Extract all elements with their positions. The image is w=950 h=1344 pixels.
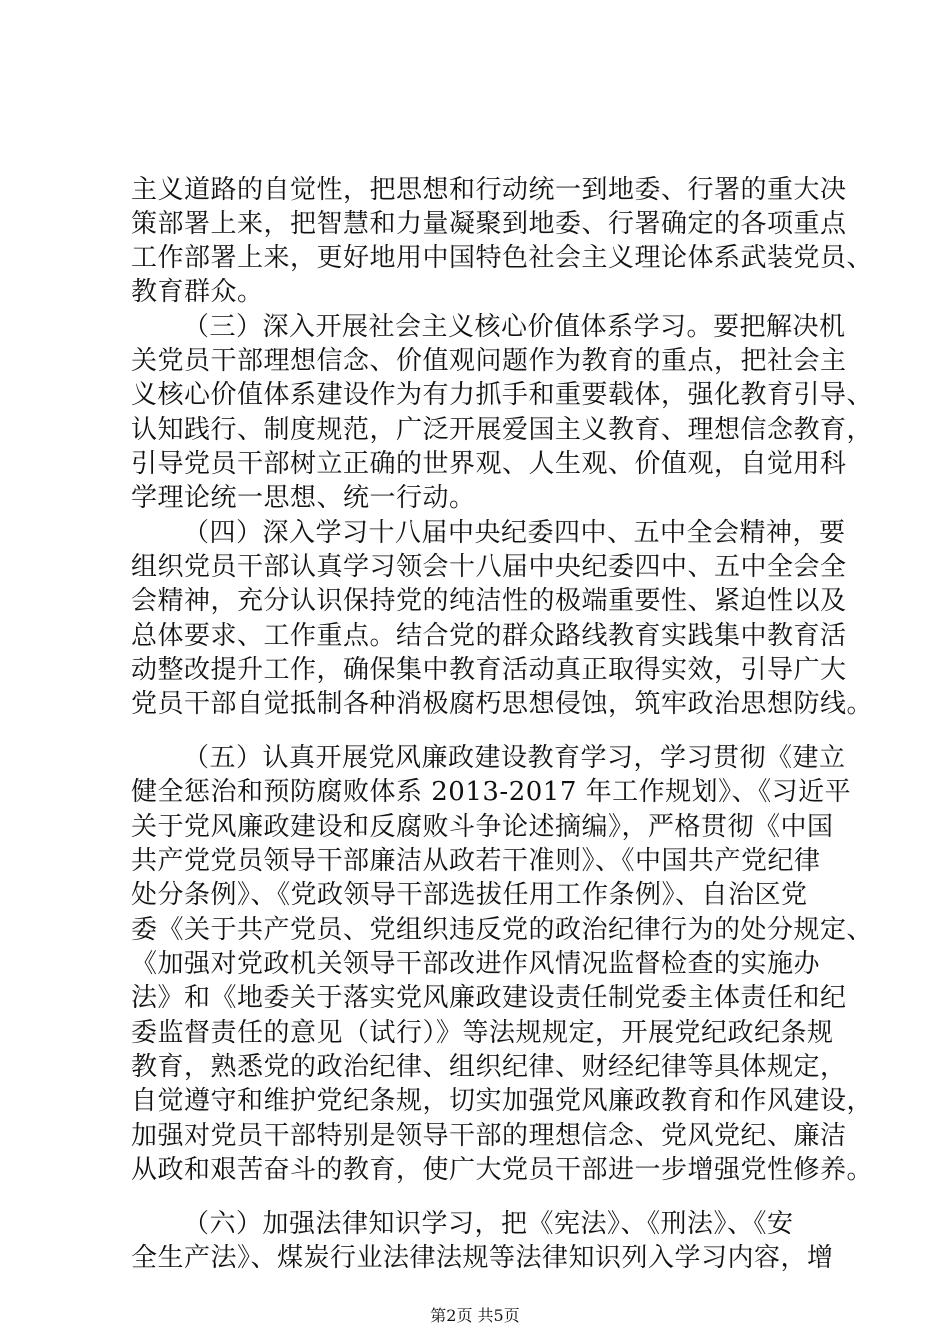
text-line: 党员干部自觉抵制各种消极腐朽思想侵蚀，筑牢政治思想防线。 bbox=[131, 689, 874, 719]
text-line: 主义道路的自觉性，把思想和行动统一到地委、行署的重大决 bbox=[131, 175, 847, 205]
text-line: 从政和艰苦奋斗的教育，使广大党员干部进一步增强党性修养。 bbox=[131, 1155, 874, 1185]
text-line: 加强对党员干部特别是领导干部的理想信念、党风党纪、廉洁 bbox=[131, 1121, 847, 1151]
text-line: 引导党员干部树立正确的世界观、人生观、价值观，自觉用科 bbox=[131, 449, 847, 479]
text-line: 认知践行、制度规范，广泛开展爱国主义教育、理想信念教育， bbox=[131, 415, 874, 445]
paragraph-5-heading-line: （五）认真开展党风廉政建设教育学习，学习贯彻《建立 bbox=[183, 743, 846, 773]
page-footer: 第2页 共5页 bbox=[430, 1306, 520, 1325]
text-line: 教育，熟悉党的政治纪律、组织纪律、财经纪律等具体规定， bbox=[131, 1052, 847, 1082]
text-line: 共产党党员领导干部廉洁从政若干准则》、《中国共产党纪律 bbox=[131, 846, 821, 876]
text-line: 处分条例》、《党政领导干部选拔任用工作条例》、自治区党 bbox=[131, 880, 808, 910]
text-line: 义核心价值体系建设作为有力抓手和重要载体，强化教育引导、 bbox=[131, 380, 874, 410]
paragraph-4-heading-line: （四）深入学习十八届中央纪委四中、五中全会精神，要 bbox=[183, 518, 846, 548]
text-line: 工作部署上来，更好地用中国特色社会主义理论体系武装党员、 bbox=[131, 243, 874, 273]
paragraph-3-heading-line: （三）深入开展社会主义核心价值体系学习。要把解决机 bbox=[183, 312, 846, 342]
text-line: 委监督责任的意见（试行）》等法规规定，开展党纪政纪条规 bbox=[131, 1018, 834, 1048]
text-line: 关于党风廉政建设和反腐败斗争论述摘编》，严格贯彻《中国 bbox=[131, 812, 834, 842]
text-line: 组织党员干部认真学习领会十八届中央纪委四中、五中全会全 bbox=[131, 552, 847, 582]
text-line: 自觉遵守和维护党纪条规，切实加强党风廉政教育和作风建设， bbox=[131, 1086, 874, 1116]
text-line: 学理论统一思想、统一行动。 bbox=[131, 483, 476, 513]
text-line: 法》和《地委关于落实党风廉政建设责任制党委主体责任和纪 bbox=[131, 983, 847, 1013]
text-line: 动整改提升工作，确保集中教育活动真正取得实效，引导广大 bbox=[131, 655, 847, 685]
text-line: 委《关于共产党员、党组织违反党的政治纪律行为的处分规定、 bbox=[131, 915, 874, 945]
text-line: 健全惩治和预防腐败体系 2013-2017 年工作规划》、《习近平 bbox=[131, 777, 852, 807]
text-line: 策部署上来，把智慧和力量凝聚到地委、行署确定的各项重点 bbox=[131, 209, 847, 239]
paragraph-6-heading-line: （六）加强法律知识学习，把《宪法》、《刑法》、《安 bbox=[183, 1209, 794, 1239]
text-line: 关党员干部理想信念、价值观问题作为教育的重点，把社会主 bbox=[131, 346, 847, 376]
text-line: 总体要求、工作重点。结合党的群众路线教育实践集中教育活 bbox=[131, 621, 847, 651]
text-line: 教育群众。 bbox=[131, 277, 264, 307]
text-line: 会精神，充分认识保持党的纯洁性的极端重要性、紧迫性以及 bbox=[131, 586, 847, 616]
text-line: 《加强对党政机关领导干部改进作风情况监督检查的实施办 bbox=[131, 949, 821, 979]
text-line: 全生产法》、煤炭行业法律法规等法律知识列入学习内容，增 bbox=[131, 1243, 834, 1273]
